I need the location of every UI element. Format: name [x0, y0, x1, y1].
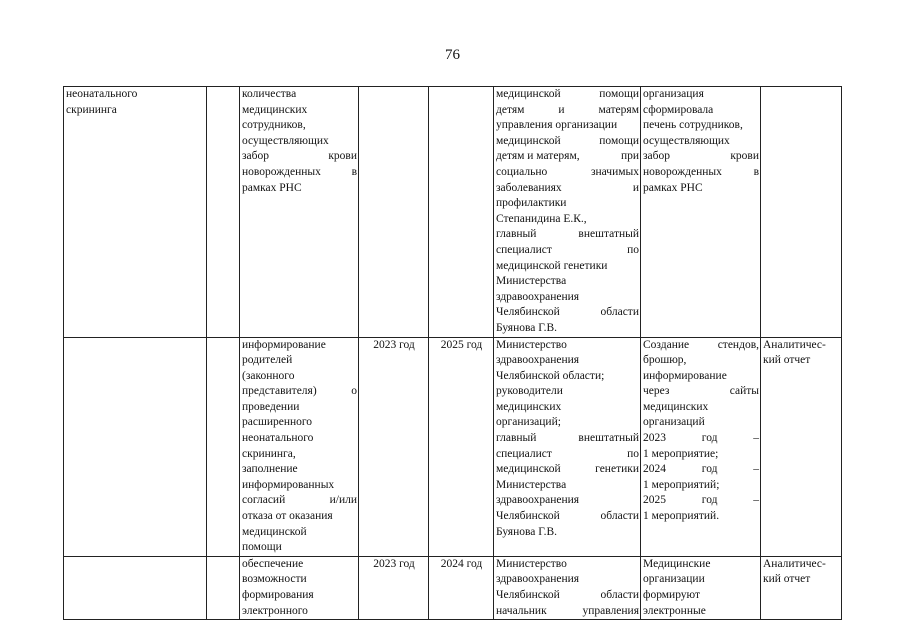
cell-result [641, 87, 761, 338]
cell-word: проведении [242, 400, 300, 413]
cell-line [643, 447, 759, 463]
cell-word: Создание [643, 338, 690, 351]
cell-line [496, 478, 639, 494]
cell-line [496, 134, 639, 150]
cell-line [496, 243, 639, 259]
cell-line [496, 431, 639, 447]
cell-line [496, 149, 639, 165]
cell-line [496, 557, 639, 573]
cell-word: и/или [329, 494, 357, 507]
cell-word: электронные [643, 604, 706, 617]
cell-word: забор [242, 150, 269, 163]
cell-word: через [643, 385, 670, 398]
cell-word: – [753, 463, 759, 476]
cell-word: Буянова Г.В. [496, 525, 558, 538]
cell-word: информирование [643, 369, 727, 382]
cell-word: Буянова Г.В. [496, 321, 558, 334]
cell-word: стендов, [717, 338, 759, 351]
cell-word: сайты [729, 385, 759, 398]
cell-line [643, 118, 759, 134]
cell-line [496, 604, 639, 620]
cell-line: кий отчет [763, 573, 811, 586]
cell-word: медицинской [496, 134, 561, 147]
cell-word: Министерства [496, 275, 567, 288]
cell-line [242, 338, 357, 354]
cell-line [496, 321, 639, 337]
cell-word: заполнение [242, 463, 298, 476]
cell-line [643, 431, 759, 447]
cell-line [643, 415, 759, 431]
cell-line [643, 353, 759, 369]
cell-word: расширенного [242, 416, 313, 429]
cell-word: медицинских [496, 400, 562, 413]
cell-word: представителя) [242, 385, 317, 398]
cell-line [496, 290, 639, 306]
cell-result [641, 337, 761, 556]
cell-line [242, 134, 357, 150]
cell-line [242, 478, 357, 494]
cell-word: здравоохранения [496, 354, 580, 367]
cell-word: формируют [643, 589, 701, 601]
cell-word: организации [643, 573, 705, 586]
cell-line [496, 353, 639, 369]
cell-word: начальник [496, 604, 547, 617]
cell-word: и [558, 103, 565, 116]
cell-line [496, 525, 639, 541]
cell-line [496, 305, 639, 321]
cell-line [242, 509, 357, 525]
plan-table [63, 86, 842, 620]
cell-word: информирование [242, 338, 326, 351]
cell-word: здравоохранения [496, 290, 580, 303]
cell-line: кий отчет [763, 354, 811, 367]
cell-line [643, 557, 759, 573]
cell-word: – [753, 494, 759, 507]
cell-line [643, 149, 759, 165]
cell-word: (законного [242, 369, 295, 382]
cell-word: – [753, 432, 759, 445]
cell-direction [64, 556, 207, 619]
cell-line [643, 509, 759, 525]
cell-word: 1 мероприятие; [643, 447, 719, 460]
cell-line [496, 415, 639, 431]
cell-line: неонатального [66, 88, 138, 100]
cell-word: генетики [595, 463, 639, 476]
cell-word: заболеваниях [496, 181, 562, 194]
cell-line [643, 478, 759, 494]
cell-line [242, 165, 357, 181]
cell-word: по [627, 243, 639, 256]
cell-word: Министерство [496, 557, 567, 570]
cell-word: количества [242, 88, 297, 100]
cell-activity [240, 556, 359, 619]
cell-line [496, 447, 639, 463]
cell-activity [240, 337, 359, 556]
cell-number [207, 556, 240, 619]
cell-word: крови [328, 150, 357, 163]
cell-line [496, 462, 639, 478]
cell-word: матерям [598, 103, 639, 116]
cell-line [643, 462, 759, 478]
cell-word: 2025 [643, 494, 666, 507]
cell-line [496, 103, 639, 119]
cell-word: специалист [496, 243, 552, 256]
cell-word: организация [643, 88, 704, 100]
cell-line [496, 400, 639, 416]
cell-line [643, 181, 759, 197]
cell-word: главный [496, 228, 537, 241]
cell-line [496, 118, 639, 134]
cell-line [242, 384, 357, 400]
cell-word: управления организации [496, 119, 618, 132]
cell-word: и [632, 181, 639, 194]
cell-word: год [701, 463, 718, 476]
cell-line [496, 338, 639, 354]
cell-line [643, 588, 759, 604]
cell-word: 1 мероприятий. [643, 510, 720, 523]
cell-responsible [494, 556, 641, 619]
cell-word: новорожденных [242, 165, 321, 178]
cell-word: организаций [643, 416, 705, 429]
cell-line [496, 181, 639, 197]
cell-line [496, 87, 639, 103]
cell-word: в [753, 165, 759, 178]
cell-line [242, 181, 357, 197]
cell-line [242, 149, 357, 165]
cell-line [242, 493, 357, 509]
cell-responsible [494, 87, 641, 338]
cell-line [643, 134, 759, 150]
cell-line [496, 212, 639, 228]
cell-line [496, 588, 639, 604]
cell-word: отказа от оказания [242, 510, 333, 523]
cell-line [496, 369, 639, 385]
cell-word: медицинской [496, 463, 561, 476]
cell-line: скрининга [66, 103, 117, 116]
cell-line [496, 227, 639, 243]
cell-word: 1 мероприятий; [643, 478, 720, 491]
cell-line [242, 462, 357, 478]
cell-line [242, 353, 357, 369]
cell-word: Министерства [496, 478, 567, 491]
cell-line [496, 196, 639, 212]
cell-word: по [627, 447, 639, 460]
cell-word: помощи [242, 541, 282, 554]
cell-line: Аналитичес- [763, 338, 826, 351]
cell-line [242, 369, 357, 385]
cell-line [643, 572, 759, 588]
cell-line [242, 400, 357, 416]
cell-line [643, 338, 759, 354]
cell-word: осуществляющих [643, 134, 730, 147]
cell-word: области [600, 589, 639, 601]
cell-line [242, 604, 357, 620]
cell-line [242, 103, 357, 119]
cell-line [643, 384, 759, 400]
cell-word: согласий [242, 494, 286, 507]
cell-line [242, 87, 357, 103]
cell-word: Челябинской [496, 589, 560, 601]
cell-line [643, 87, 759, 103]
cell-word: сформировала [643, 103, 714, 116]
cell-word: внештатный [578, 432, 639, 445]
cell-activity [240, 87, 359, 338]
cell-line [496, 259, 639, 275]
cell-word: здравоохранения [496, 494, 580, 507]
cell-word: внештатный [578, 228, 639, 241]
cell-line [496, 509, 639, 525]
cell-line [242, 118, 357, 134]
cell-word: значимых [590, 165, 639, 178]
cell-line [643, 103, 759, 119]
cell-word: о [351, 385, 357, 398]
cell-word: Челябинской [496, 510, 560, 523]
cell-word: профилактики [496, 197, 567, 210]
cell-word: возможности [242, 573, 307, 586]
cell-word: помощи [599, 88, 639, 100]
cell-word: Челябинской области; [496, 369, 605, 382]
cell-word: год [701, 432, 718, 445]
cell-word: год [701, 494, 718, 507]
cell-start-date [359, 87, 429, 338]
cell-line [242, 557, 357, 573]
cell-word: обеспечение [242, 557, 304, 570]
cell-line [242, 415, 357, 431]
cell-start-date: 2023 год [359, 556, 429, 619]
cell-word: специалист [496, 447, 552, 460]
cell-word: области [600, 306, 639, 319]
cell-line [242, 447, 357, 463]
cell-line: Аналитичес- [763, 557, 826, 570]
cell-line [643, 604, 759, 620]
cell-word: социально [496, 165, 548, 178]
cell-line [242, 525, 357, 541]
cell-end-date: 2024 год [429, 556, 494, 619]
cell-word: Челябинской [496, 306, 560, 319]
cell-word: главный [496, 432, 537, 445]
cell-word: формирования [242, 589, 314, 601]
cell-word: брошюр, [643, 354, 687, 367]
cell-line [496, 493, 639, 509]
table-row [64, 87, 842, 338]
cell-word: родителей [242, 354, 293, 367]
cell-word: области [600, 510, 639, 523]
cell-word: новорожденных [643, 165, 722, 178]
page-number: 76 [445, 47, 460, 63]
cell-line [496, 572, 639, 588]
cell-line [643, 369, 759, 385]
cell-word: крови [730, 150, 759, 163]
cell-word: информированных [242, 478, 335, 491]
cell-line [643, 400, 759, 416]
table-row [64, 337, 842, 556]
cell-word: медицинской [242, 525, 307, 538]
cell-word: рамках РНС [643, 181, 703, 194]
cell-word: медицинской [496, 88, 561, 100]
cell-word: здравоохранения [496, 573, 580, 586]
cell-word: управления [582, 604, 639, 617]
cell-word: 2024 [643, 463, 666, 476]
cell-direction [64, 337, 207, 556]
cell-word: Степанидина Е.К., [496, 212, 587, 225]
cell-word: электронного [242, 604, 308, 617]
cell-word: осуществляющих [242, 134, 329, 147]
cell-word: печень сотрудников, [643, 119, 743, 132]
cell-word: медицинских [643, 400, 709, 413]
cell-word: Министерство [496, 338, 567, 351]
cell-word: в [351, 165, 357, 178]
cell-word: медицинских [242, 103, 308, 116]
cell-line [643, 165, 759, 181]
cell-word: помощи [599, 134, 639, 147]
cell-word: при [620, 150, 639, 163]
cell-report-type [761, 556, 842, 619]
cell-line [496, 384, 639, 400]
cell-word: 2023 [643, 432, 666, 445]
cell-number [207, 87, 240, 338]
table-row [64, 556, 842, 619]
cell-end-date: 2025 год [429, 337, 494, 556]
cell-number [207, 337, 240, 556]
cell-word: рамках РНС [242, 181, 302, 194]
cell-word: детям [496, 103, 525, 116]
cell-responsible [494, 337, 641, 556]
cell-line [242, 540, 357, 556]
cell-word: неонатального [242, 432, 314, 445]
cell-word: сотрудников, [242, 119, 306, 132]
cell-direction [64, 87, 207, 338]
cell-word: Медицинские [643, 557, 711, 570]
cell-line [242, 572, 357, 588]
cell-report-type [761, 87, 842, 338]
cell-line [496, 274, 639, 290]
cell-result [641, 556, 761, 619]
cell-word: скрининга, [242, 447, 296, 460]
cell-word: организаций; [496, 416, 561, 429]
cell-line [643, 493, 759, 509]
cell-report-type [761, 337, 842, 556]
cell-word: руководители [496, 385, 563, 398]
cell-line [496, 165, 639, 181]
cell-line [242, 588, 357, 604]
cell-word: забор [643, 150, 670, 163]
cell-line [242, 431, 357, 447]
cell-word: детям и матерям, [496, 150, 580, 163]
cell-word: медицинской генетики [496, 259, 608, 272]
cell-start-date: 2023 год [359, 337, 429, 556]
cell-end-date [429, 87, 494, 338]
